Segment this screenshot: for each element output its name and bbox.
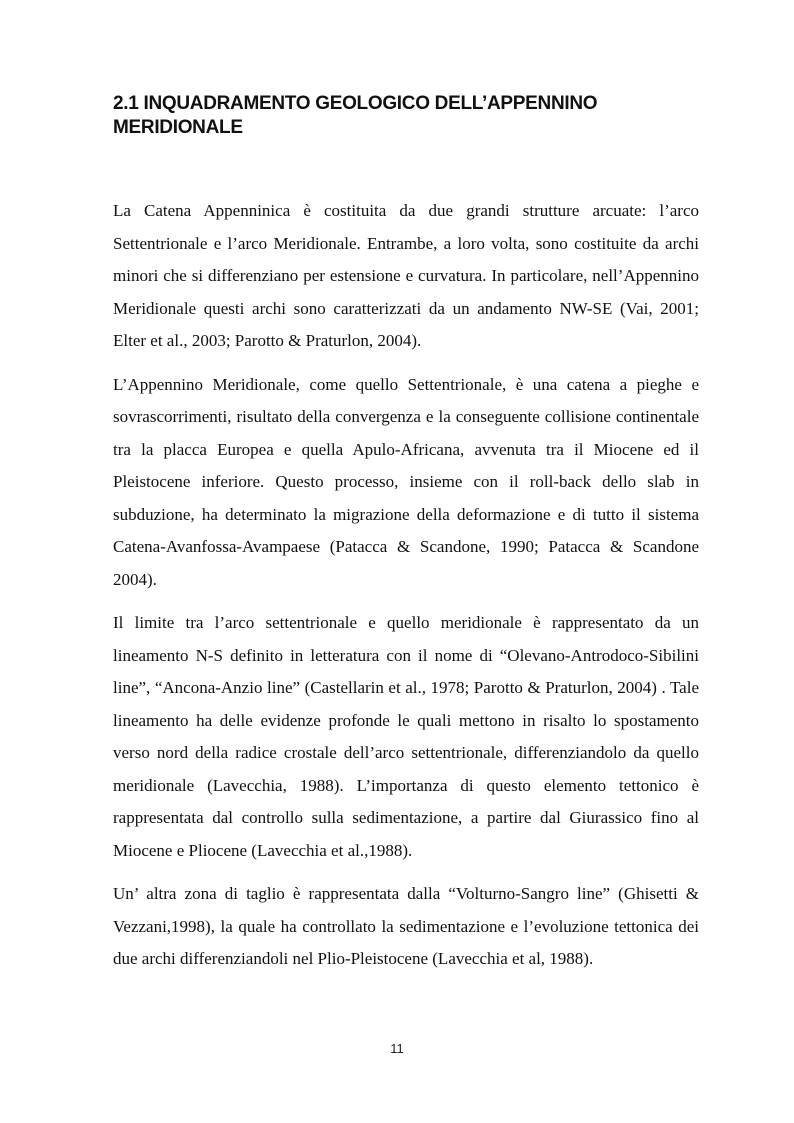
section-heading: 2.1 INQUADRAMENTO GEOLOGICO DELL’APPENNINO MERIDIONALE [113, 93, 598, 138]
page-number: 11 [390, 1041, 404, 1056]
paragraph-2: L’Appennino Meridionale, come quello Settentrionale, è una catena a pieghe e sovrascorrimenti, risultato della convergenza e la conseguente collisione continentale tra la placca Europea e quella Apulo-Africana, avvenuta tra il Miocene ed il Pleistocene inferiore. Questo processo, insieme con il roll-back dello slab in subduzione, ha determinato la migrazione della deformazione e di tutto il sistema Catena-Avanfossa-Avampaese (Patacca & Scandone, 1990; Patacca & Scandone 2004). [113, 374, 699, 589]
body-text [113, 195, 699, 976]
document-page [113, 92, 699, 987]
paragraph-1: La Catena Appenninica è costituita da due grandi strutture arcuate: l’arco Settentrionale e l’arco Meridionale. Entrambe, a loro volta, sono costituite da archi minori che si differenziano per estensione e curvatura. In particolare, nell’Appennino Meridionale questi archi sono caratterizzati da un andamento NW-SE (Vai, 2001; Elter et al., 2003; Parotto & Praturlon, 2004). [113, 201, 699, 350]
paragraph-4: Un’ altra zona di taglio è rappresentata dalla “Volturno-Sangro line” (Ghisetti & Vezzani,1998), la quale ha controllato la sedimentazione e l’evoluzione tettonica dei due archi differenziandoli nel Plio-Pleistocene (Lavecchia et al, 1988). [113, 884, 699, 968]
paragraph-3: Il limite tra l’arco settentrionale e quello meridionale è rappresentato da un lineamento N-S definito in letteratura con il nome di “Olevano-Antrodoco-Sibilini line”, “Ancona-Anzio line” (Castellarin et al., 1978; Parotto & Praturlon, 2004) . Tale lineamento ha delle evidenze profonde le quali mettono in risalto lo spostamento verso nord della radice crostale dell’arco settentrionale, differenziandolo da quello meridionale (Lavecchia, 1988). L’importanza di questo elemento tettonico è rappresentata dal controllo sulla sedimentazione, a partire dal Giurassico fino al Miocene e Pliocene (Lavecchia et al.,1988). [113, 613, 699, 860]
